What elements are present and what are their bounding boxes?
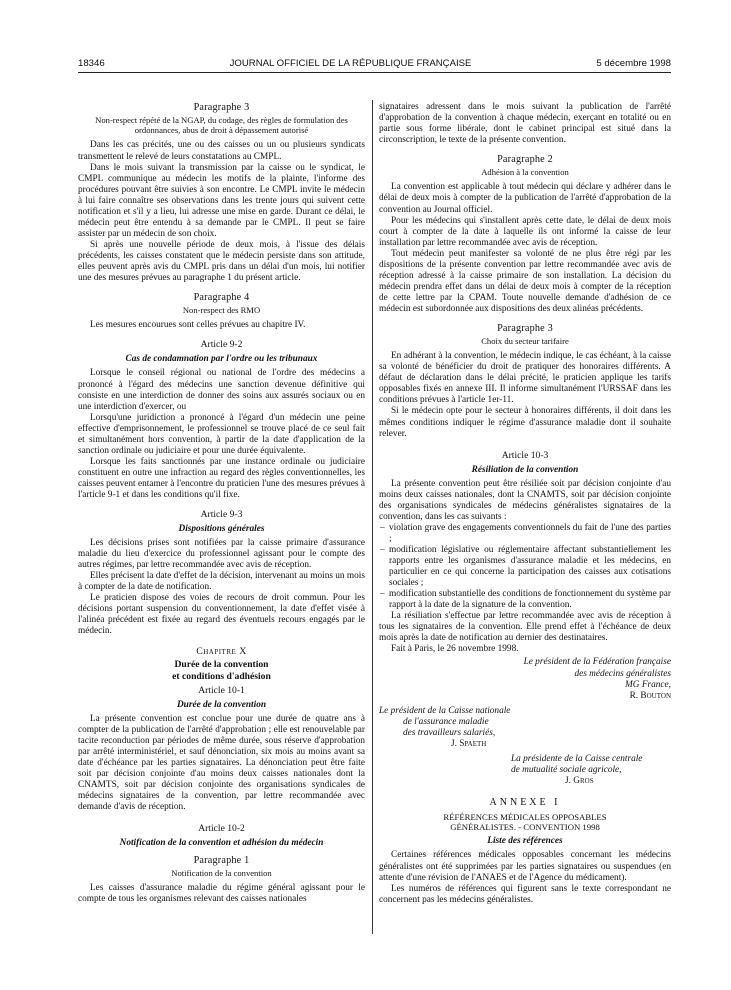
paragraph: Les numéros de références qui figurent sans le texte correspondant ne concernent pas les médecins généralistes. [379,883,671,905]
signatory-title: des médecins généralistes [574,668,671,679]
article-title: Cas de condamnation par l'ordre ou les tribunaux [125,354,318,365]
paragraph: signataires adressent dans le mois suivant la publication de l'arrêté d'approbation de la convention à chaque médecin, exerçant en totalité ou en partie sous forme libérale, dont le cabinet principal est situé dans la circonscription, le texte de la présente convention. [379,102,671,146]
article-heading: Article 10-2 [198,823,245,835]
article-title: Durée de la convention [176,699,267,710]
signature-block [379,706,671,750]
condition-list [379,523,671,611]
section-subheading: Notification de la convention [171,868,272,879]
header-rule [78,72,671,73]
paragraph: Pour les médecins qui s'installent après cette date, le délai de deux mois court à compter de la date à laquelle ils ont informé la caisse de leur installation par lettre recommandée avec avis de réception. [379,215,671,248]
paragraph: Si le médecin opte pour le secteur à honoraires différents, il doit dans les mêmes conditions indiquer le régime d'assurance maladie dont il souhaite relever. [379,406,671,439]
annex-subheading-line: GÉNÉRALISTES. - CONVENTION 1998 [450,822,600,833]
section-subheading: Non-respect répété de la NGAP, du codage, des règles de formulation des ordonnances, abus de droit à dépassement autorisé [95,115,348,136]
annex-heading: ANNEXE I [489,796,561,808]
paragraph: La présente convention peut être résiliée soit par décision conjointe d'au moins deux caisses nationales, dont la CNAMTS, soit par décision conjointe des organisations syndicales de médecins généralistes signataires de la convention, dans les cas suivants : [379,478,671,522]
paragraph: La convention est applicable à tout médecin qui déclare y adhérer dans le délai de deux mois à compter de la publication de l'arrêté d'approbation de la convention au Journal officiel. [379,182,671,215]
list-item: – modification substantielle des conditions de fonctionnement du système par rapport à la date de la signature de la convention. [389,589,671,611]
section-subheading: Non-respect des RMO [182,305,261,316]
paragraph: La présente convention est conclue pour une durée de quatre ans à compter de la publication de l'arrêté d'approbation ; elle est renouvelable par tacite reconduction par périodes de même durée, sous réserve d'approbation par arrêté interministériel, et sauf dénonciation, six mois au moins avant sa date d'échéance par les parties signataires. La dénonciation peut être faite soit par décision conjointe d'au moins deux caisses nationales dont la CNAMTS, soit par décision conjointe des organisations syndicales de médecins signataires de la convention, par lettre recommandée avec demande d'avis de réception. [78,713,365,813]
chapter-title: et conditions d'adhésion [172,670,271,682]
article-title: Notification de la convention et adhésion du médecin [119,838,324,849]
signatory-name: J. Spaeth [451,738,487,749]
paragraph: Lorsque les faits sanctionnés par une instance ordinale ou judiciaire constituent en outre une infraction au regard des règles conventionnelles, les caisses peuvent entamer à l'encontre du praticien l'une des mesures prévues à l'article 9-1 et dans les conditions qu'il fixe. [78,456,365,500]
article-title: Dispositions générales [178,524,265,535]
article-title: Résiliation de la convention [471,464,579,475]
paragraph: La résiliation s'effectue par lettre recommandée avec avis de réception à tous les signataires de la convention. Elle prend effet à l'échéance de deux mois après la date de notification au dernier des destinataires. [379,611,671,644]
paragraph: Tout médecin peut manifester sa volonté de ne plus être régi par les dispositions de la présente convention par lettre recommandée avec avis de réception adressé à la caisse primaire de son installation. La décision du médecin prendra effet dans un délai de deux mois à compter de la réception de cette lettre par la CPAM. Toute nouvelle demande d'adhésion de ce médecin est subordonnée aux dispositions des deux alinéas précédents. [379,248,671,314]
signatory-title: La présidente de la Caisse centrale [511,753,643,764]
annex-title: Liste des références [487,836,563,847]
list-item: – violation grave des engagements conventionnels du fait de l'une des parties ; [389,523,671,545]
page-header [78,56,671,70]
signatory-title: Le président de la Fédération française [523,657,671,668]
section-heading: Paragraphe 2 [497,154,553,166]
section-heading: Paragraphe 3 [193,102,250,113]
paragraph: Les décisions prises sont notifiées par la caisse primaire d'assurance maladie du lieu d'exercice du professionnel agissant pour le compte des autres régimes, par lettre recommandée avec avis de réception. [78,538,365,571]
done-at-line: Fait à Paris, le 26 novembre 1998. [391,644,519,655]
paragraph: Les mesures encourues sont celles prévues au chapitre IV. [90,320,306,331]
annex-subheading-line: RÉFÉRENCES MÉDICALES OPPOSABLES [443,812,607,823]
signatory-title: Le président de la Caisse nationale [379,705,511,716]
list-item: – modification législative ou réglementaire affectant substantiellement les rapports entre les organismes d'assurance maladie et les médecins, en particulier en ce qui concerne la participation des caisses aux cotisations sociales ; [389,545,671,589]
section-subheading: Choix du secteur tarifaire [481,336,569,347]
paragraph: Les caisses d'assurance maladie du régime général agissant pour le compte de tous les organismes relevant des caisses nationales [78,883,365,905]
section-heading: Paragraphe 1 [193,855,250,867]
paragraph: En adhérant à la convention, le médecin indique, le cas échéant, à la caisse sa volonté de bénéficier du droit de pratiquer des honoraires différents. A défaut de déclaration dans le délai précité, le praticien applique les tarifs opposables fixés en annexe III. Il informe simultanément l'URSSAF dans les conditions prévues à l'article 1er-11. [379,351,671,406]
page-number: 18346 [78,57,105,69]
chapter-heading: Chapitre X [196,645,247,657]
paragraph: Elles précisent la date d'effet de la décision, intervenant au moins un mois à compter de la date de notification. [78,571,365,593]
right-column [379,102,671,906]
paragraph: Si après une nouvelle période de deux mois, à l'issue des délais précédents, les caisses constatent que le médecin persiste dans son attitude, elles peuvent après avis du CMPL pris dans un délai d'un mois, lui notifier une des mesures prévues au paragraphe 1 du présent article. [78,239,365,284]
paragraph: Lorsque le conseil régional ou national de l'ordre des médecins a prononcé à l'égard des médecins une sanction devenue définitive qui consiste en une interdiction de donner des soins aux assurés sociaux ou en une interdiction d'exercer, ou [78,368,365,412]
signatory-title: des travailleurs salariés, [403,727,496,738]
left-column [78,102,365,906]
signature-block [379,657,671,701]
section-heading: Paragraphe 3 [497,323,553,334]
paragraph: Dans le mois suivant la transmission par la caisse ou le syndicat, le CMPL communique au médecin les motifs de la plainte, l'informe des procédures pouvant être suivies à son encontre. Le CMPL invite le médecin à lui faire connaître ses observations dans les trente jours qui suivent cette notification et s'il y a lieu, lui adresse une mise en garde. Durant ce délai, le médecin peut être entendu à sa demande par le CMPL. Il peut se faire assister par un médecin de son choix. [78,162,365,239]
paragraph: Dans les cas précités, une ou des caisses ou un ou plusieurs syndicats transmettent le relevé de leurs constatations au CMPL. [78,140,365,162]
chapter-title: Durée de la convention [174,658,269,670]
article-heading: Article 9-2 [200,339,243,351]
signatory-title: de mutualité sociale agricole, [511,764,622,775]
article-heading: Article 10-1 [198,684,245,696]
article-heading: Article 9-3 [200,509,243,521]
signatory-title: de l'assurance maladie [403,716,489,727]
signatory-name: R. Bouton [629,690,671,701]
paragraph: Lorsqu'une juridiction a prononcé à l'égard d'un médecin une peine effective d'emprisonnement, le professionnel se trouve placé de ce seul fait et simultanément hors convention, à partir de la date d'application de la sanction ordinale ou judiciaire et pour une durée équivalente. [78,412,365,456]
section-subheading: Adhésion à la convention [481,167,569,178]
signatory-title: MG France, [625,679,671,690]
column-divider [372,100,373,934]
annex-subheading [379,812,671,832]
paragraph: Certaines références médicales opposables concernant les médecins généralistes ont été supprimées par les parties signataires ou suspendues (en attente d'une révision de l'ANAES et de l'Agence du médicament). [379,850,671,883]
signatory-name: J. Gros [565,775,594,786]
signature-block [379,754,671,787]
issue-date: 5 décembre 1998 [596,57,671,69]
section-heading: Paragraphe 4 [193,292,250,304]
article-heading: Article 10-3 [501,449,549,461]
journal-title: JOURNAL OFFICIEL DE LA RÉPUBLIQUE FRANÇAISE [229,57,472,69]
paragraph: Le praticien dispose des voies de recours de droit commun. Pour les décisions portant suspension du conventionnement, la date d'effet visée à l'alinéa précédent est fixée au regard des éventuels recours engagés par le médecin. [78,593,365,637]
